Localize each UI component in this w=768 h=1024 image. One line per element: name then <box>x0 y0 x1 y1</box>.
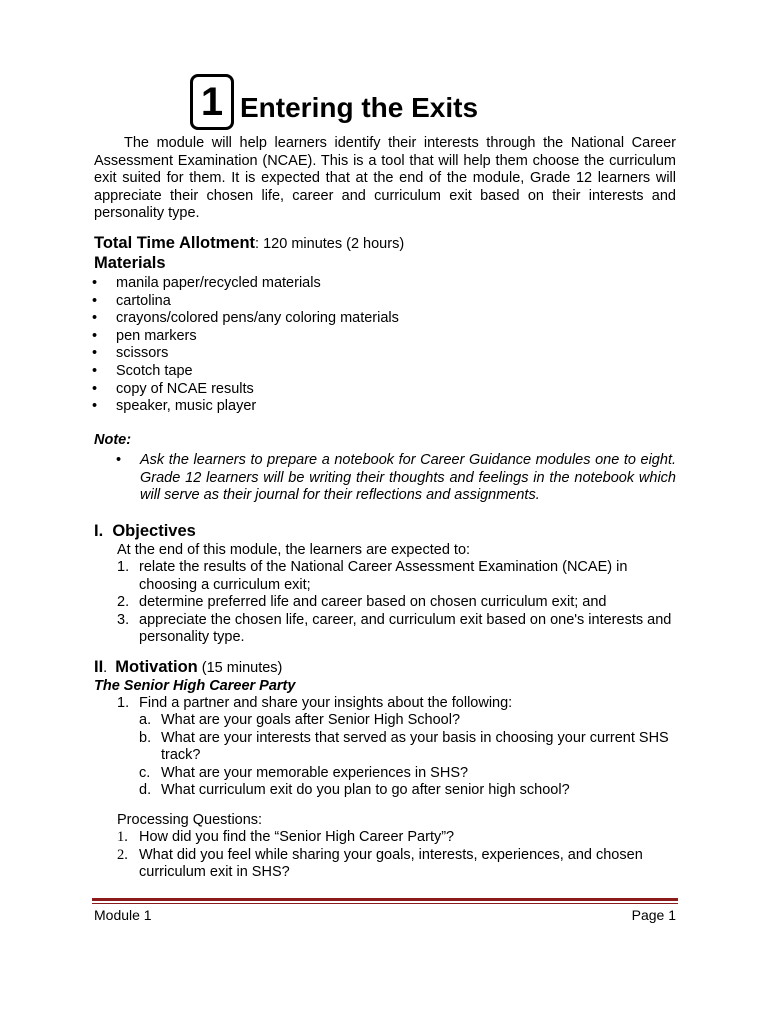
footer-rule <box>92 898 678 901</box>
list-item: • pen markers <box>92 328 652 346</box>
list-item <box>139 782 675 800</box>
list-item: • copy of NCAE results <box>92 381 652 399</box>
list-item <box>117 559 673 594</box>
item-letter: b. <box>139 729 152 746</box>
note-text: Ask the learners to prepare a notebook for Career Guidance modules one to eight. Grade 12 learners will be writing their thoughts and feelings in the notebook which will serve as their journal for their reflections and assignments. <box>140 452 676 503</box>
list-item: • manila paper/recycled materials <box>92 275 652 293</box>
item-text: determine preferred life and career based on chosen curriculum exit; and <box>139 594 607 610</box>
objectives-list <box>117 559 673 647</box>
list-item <box>117 829 673 847</box>
item-number: 1. <box>117 559 130 575</box>
footer-page: Page 1 <box>631 907 676 923</box>
materials-heading: Materials <box>94 254 166 272</box>
item-text: What are your goals after Senior High School? <box>161 712 461 728</box>
activity-title: The Senior High Career Party <box>94 678 296 694</box>
item-number: 3. <box>117 611 130 628</box>
list-item: • scissors <box>92 345 652 363</box>
motivation-duration: (15 minutes) <box>197 660 283 676</box>
item-text: What did you feel while sharing your goals, interests, experiences, and chosen curriculum exit in SHS? <box>139 846 643 880</box>
list-item <box>117 847 673 882</box>
list-item <box>117 594 673 612</box>
time-allotment <box>94 235 404 254</box>
module-number-box: 1 <box>190 74 234 130</box>
item-letter: c. <box>139 764 151 781</box>
item-number: 1. <box>117 829 128 845</box>
motivation-title: Motivation <box>115 658 198 676</box>
list-item: • Scotch tape <box>92 363 652 381</box>
objectives-numeral: I. <box>94 522 104 540</box>
item-number: 2. <box>117 594 130 610</box>
item-number: 2. <box>117 846 128 863</box>
footer-module: Module 1 <box>94 907 152 923</box>
list-item: • cartolina <box>92 293 652 311</box>
activity-step <box>117 695 677 713</box>
note-item <box>116 452 676 505</box>
motivation-numeral: II <box>94 658 104 676</box>
time-allotment-label: Total Time Allotment <box>94 234 256 252</box>
motivation-heading <box>94 659 282 678</box>
module-title: Entering the Exits <box>240 92 479 123</box>
objectives-title: Objectives <box>112 522 196 540</box>
note-heading: Note: <box>94 432 132 448</box>
processing-questions <box>117 829 673 882</box>
list-item <box>117 612 673 647</box>
objectives-heading <box>94 523 196 541</box>
time-allotment-value: : 120 minutes (2 hours) <box>255 236 405 252</box>
item-text: What are your memorable experiences in SHS? <box>161 764 469 781</box>
step-number: 1. <box>117 695 130 711</box>
footer-rule-thin <box>92 903 678 904</box>
item-text: How did you find the “Senior High Career Party”? <box>139 829 455 845</box>
item-text: relate the results of the National Career Assessment Examination (NCAE) in choosing a curriculum exit; <box>139 559 628 593</box>
intro-text: The module will help learners identify their interests through the National Career Assessment Examination (NCAE). This is a tool that will help them choose the curriculum exit suited for them. It is expected that at the end of the module, Grade 12 learners will appreciate their chosen life, career and curriculum exit based on their interests and personality type. <box>94 135 676 221</box>
list-item <box>139 765 675 783</box>
item-text: What curriculum exit do you plan to go after senior high school? <box>161 782 570 798</box>
item-letter: a. <box>139 712 152 728</box>
list-item: • crayons/colored pens/any coloring materials <box>92 310 652 328</box>
materials-list <box>92 275 652 416</box>
intro-paragraph <box>94 135 676 223</box>
objectives-lead: At the end of this module, the learners are expected to: <box>117 542 471 558</box>
item-text: What are your interests that served as your basis in choosing your current SHS track? <box>161 729 669 763</box>
item-letter: d. <box>139 782 152 798</box>
processing-heading: Processing Questions: <box>117 812 263 828</box>
step-text: Find a partner and share your insights about the following: <box>139 695 513 711</box>
insight-questions <box>139 712 675 800</box>
list-item <box>139 730 675 765</box>
bullet-icon: • <box>116 452 122 468</box>
list-item: • speaker, music player <box>92 398 652 416</box>
item-text: appreciate the chosen life, career, and curriculum exit based on one's interests and personality type. <box>139 611 672 645</box>
motivation-dot: . <box>103 660 108 676</box>
list-item <box>139 712 675 730</box>
